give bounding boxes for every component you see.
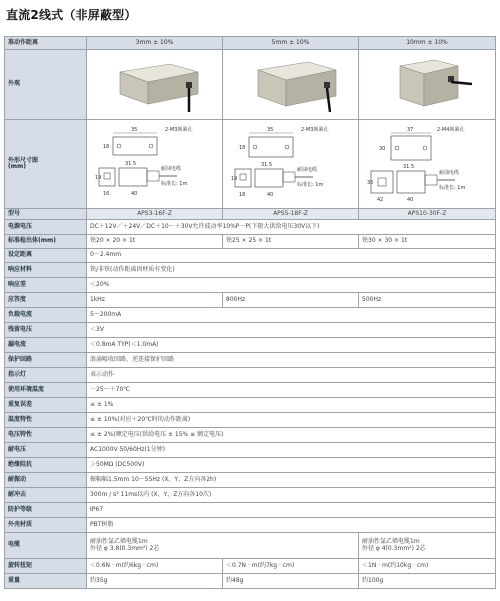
row-shock [5,488,496,503]
label-insulation-resistance: 绝缘阻抗 [5,458,87,473]
protection-degree-value: IP67 [87,503,496,518]
label-detectable-object: 响应材料 [5,263,87,278]
sensing-distance-3mm: 3mm ± 10% [87,37,223,50]
d3-base-width: 31.5 [403,164,415,170]
d1-top-width: 35 [130,127,137,133]
response-frequency-aps3: 1kHz [87,293,223,308]
d3-top-width: 37 [407,127,414,133]
d2-total-width: 40 [266,192,273,198]
label-set-distance: 设定距离 [5,249,87,263]
label-dimensions-text: 外形尺寸图 [8,156,39,164]
tightening-torque-aps3: ＜0.6N · m(约6kg · cm) [87,559,223,574]
supply-voltage-value: DC＋12V／＋24V／DC＋10～＋30V允许波动率10%P－P(下限大供给电压30V以下) [87,220,496,235]
d3-cable-note: 2-M4锁紧孔 [437,127,465,133]
label-tightening-torque: 旋转扭矩 [5,559,87,574]
sensor-photo-aps3 [100,54,210,116]
d2-top-width: 35 [266,127,273,133]
sensor-photo-aps5 [236,54,346,116]
row-withstand-voltage [5,443,496,458]
d3-side-width: 30 [367,180,374,186]
dimension-drawing-aps10 [367,123,487,205]
vibration-value: 振幅幅1.5mm 10～55Hz (X、Y、Z方向各2h) [87,473,496,488]
row-appearance [5,50,496,120]
d2-note-length: 标准长: 1m [296,182,323,188]
label-leakage-current: 漏电流 [5,338,87,353]
row-protection-degree [5,503,496,518]
row-leakage-current [5,338,496,353]
row-voltage-characteristic [5,428,496,443]
cable-aps3-aps5 [87,533,359,559]
row-standard-object [5,235,496,249]
label-shock: 耐冲击 [5,488,87,503]
row-temperature-characteristic [5,413,496,428]
d2-side-height: 18 [238,145,245,151]
label-protection-circuit: 保护回路 [5,353,87,368]
row-indicator [5,368,496,383]
label-appearance: 外观 [5,50,87,120]
cable-aps10-line1: 耐油性氯乙烯电缆1m [362,538,420,546]
load-current-value: 5～200mA [87,308,496,323]
row-dimensions [5,120,496,209]
d2-side-width: 19 [230,176,237,182]
cable-aps10-line2: 外径 φ 4(0.3mm²) 2芯 [362,544,426,552]
row-detectable-object [5,263,496,278]
protection-circuit-value: 浪涌吸收回路、逆连接保护回路 [87,353,496,368]
label-sensing-distance: 准动作距离 [5,37,87,50]
row-insulation-resistance [5,458,496,473]
label-standard-object: 标准检出体(mm) [5,235,87,249]
drawing-cell-2 [223,120,359,209]
d2-cable-note: 2-M3锁紧孔 [300,127,328,133]
label-residual-voltage: 残留电压 [5,323,87,338]
d3-note-cable: 耐油电缆 [439,170,460,176]
label-load-current: 负载电流 [5,308,87,323]
page-title: 直流2线式（非屏蔽型） [6,8,137,22]
label-vibration: 耐振动 [5,473,87,488]
label-supply-voltage: 电源电压 [5,220,87,235]
row-ambient-temperature [5,383,496,398]
weight-aps3: 约35g [87,574,223,589]
d3-total-width: 40 [407,197,414,203]
label-temperature-characteristic: 温度特性 [5,413,87,428]
photo-cell-1 [87,50,223,120]
label-weight: 重量 [5,574,87,589]
standard-object-aps3: 铁20 × 20 × 1t [87,235,223,249]
label-withstand-voltage: 耐电压 [5,443,87,458]
label-hysteresis: 响应差 [5,278,87,293]
d1-end-width: 16 [102,191,109,197]
d3-side-height: 30 [379,146,386,152]
d2-end-width: 18 [238,192,245,198]
ambient-temperature-value: －25～＋70℃ [87,383,496,398]
model-aps3: APS3-16F-Z [87,209,223,220]
indicator-value: 表示动作 [87,368,496,383]
row-load-current [5,308,496,323]
response-frequency-aps10: 500Hz [359,293,496,308]
row-weight [5,574,496,589]
residual-voltage-value: ＜3V [87,323,496,338]
row-tightening-torque [5,559,496,574]
row-sensing-distance [5,37,496,50]
cable-aps3-aps5-line1: 耐油性氯乙烯电缆1m [90,538,148,546]
leakage-current-value: ＜0.8mA TYP(＜1.0mA) [87,338,496,353]
sensor-photo-aps10 [372,54,482,116]
detectable-object-value: 铁/非铁(动作距离因材质有变化) [87,263,496,278]
weight-aps10: 约100g [359,574,496,589]
cable-aps3-aps5-line2: 外径 φ 3.8(0.3mm²) 2芯 [90,544,160,552]
repeatability-value: ≤ ± 1% [87,398,496,413]
d2-base-width: 31.5 [260,162,272,168]
label-repeatability: 重复误差 [5,398,87,413]
label-model: 型号 [5,209,87,220]
row-response-frequency [5,293,496,308]
row-cable [5,533,496,559]
withstand-voltage-value: AC1000V 50/60Hz(1分钟) [87,443,496,458]
row-hysteresis [5,278,496,293]
drawing-cell-3 [359,120,496,209]
weight-aps5: 约48g [223,574,359,589]
spec-table [4,36,496,589]
label-protection-degree: 防护等级 [5,503,87,518]
d1-side-height: 16 [102,144,109,150]
d1-cable-note: 2-M3锁紧孔 [164,127,192,133]
cable-aps10 [359,533,496,559]
d1-note-length: 标准长: 1m [160,181,187,187]
dimension-drawing-aps5 [231,123,351,205]
label-cable: 电缆 [5,533,87,559]
label-ambient-temperature: 使用环境温度 [5,383,87,398]
insulation-resistance-value: ＞50MΩ (DC500V) [87,458,496,473]
label-dimensions [5,120,87,209]
voltage-characteristic-value: ≤ ± 2%(额定电压(供给电压 ± 15% ≤ 额定电压) [87,428,496,443]
sensing-distance-10mm: 10mm ± 10% [359,37,496,50]
row-housing-material [5,518,496,533]
response-frequency-aps5: 800Hz [223,293,359,308]
standard-object-aps5: 铁25 × 25 × 1t [223,235,359,249]
d2-note-cable: 耐油电缆 [296,167,317,173]
standard-object-aps10: 铁30 × 30 × 1t [359,235,496,249]
tightening-torque-aps5: ＜0.7N · m(约7kg · cm) [223,559,359,574]
row-vibration [5,473,496,488]
tightening-torque-aps10: ＜1N · m(约10kg · cm) [359,559,496,574]
label-indicator: 指示灯 [5,368,87,383]
label-dimensions-unit: (mm) [8,163,26,170]
hysteresis-value: ＜20% [87,278,496,293]
d3-note-length: 标准长: 1m [439,185,466,191]
d1-base-width: 31.5 [124,161,136,167]
dimension-drawing-aps3 [95,123,215,205]
sensing-distance-5mm: 5mm ± 10% [223,37,359,50]
row-set-distance [5,249,496,263]
row-protection-circuit [5,353,496,368]
set-distance-value: 0～2.4mm [87,249,496,263]
d1-side-width: 19 [94,175,101,181]
row-model [5,209,496,220]
photo-cell-2 [223,50,359,120]
label-housing-material: 外壳材质 [5,518,87,533]
shock-value: 300m / s² 11ms以内 (X、Y、Z方向各10次) [87,488,496,503]
model-aps10: APS10-30F-Z [359,209,496,220]
photo-cell-3 [359,50,496,120]
row-supply-voltage [5,220,496,235]
housing-material-value: PBT树脂 [87,518,496,533]
d1-total-width: 40 [130,191,137,197]
label-response-frequency: 应答度 [5,293,87,308]
model-aps5: APS5-18F-Z [223,209,359,220]
label-voltage-characteristic: 电压特性 [5,428,87,443]
drawing-cell-1 [87,120,223,209]
temperature-characteristic-value: ≤ ± 10%(对应＋20℃时的动作距离) [87,413,496,428]
d3-end-width: 42 [377,197,384,203]
row-repeatability [5,398,496,413]
d1-note-cable: 耐油电缆 [160,166,181,172]
row-residual-voltage [5,323,496,338]
